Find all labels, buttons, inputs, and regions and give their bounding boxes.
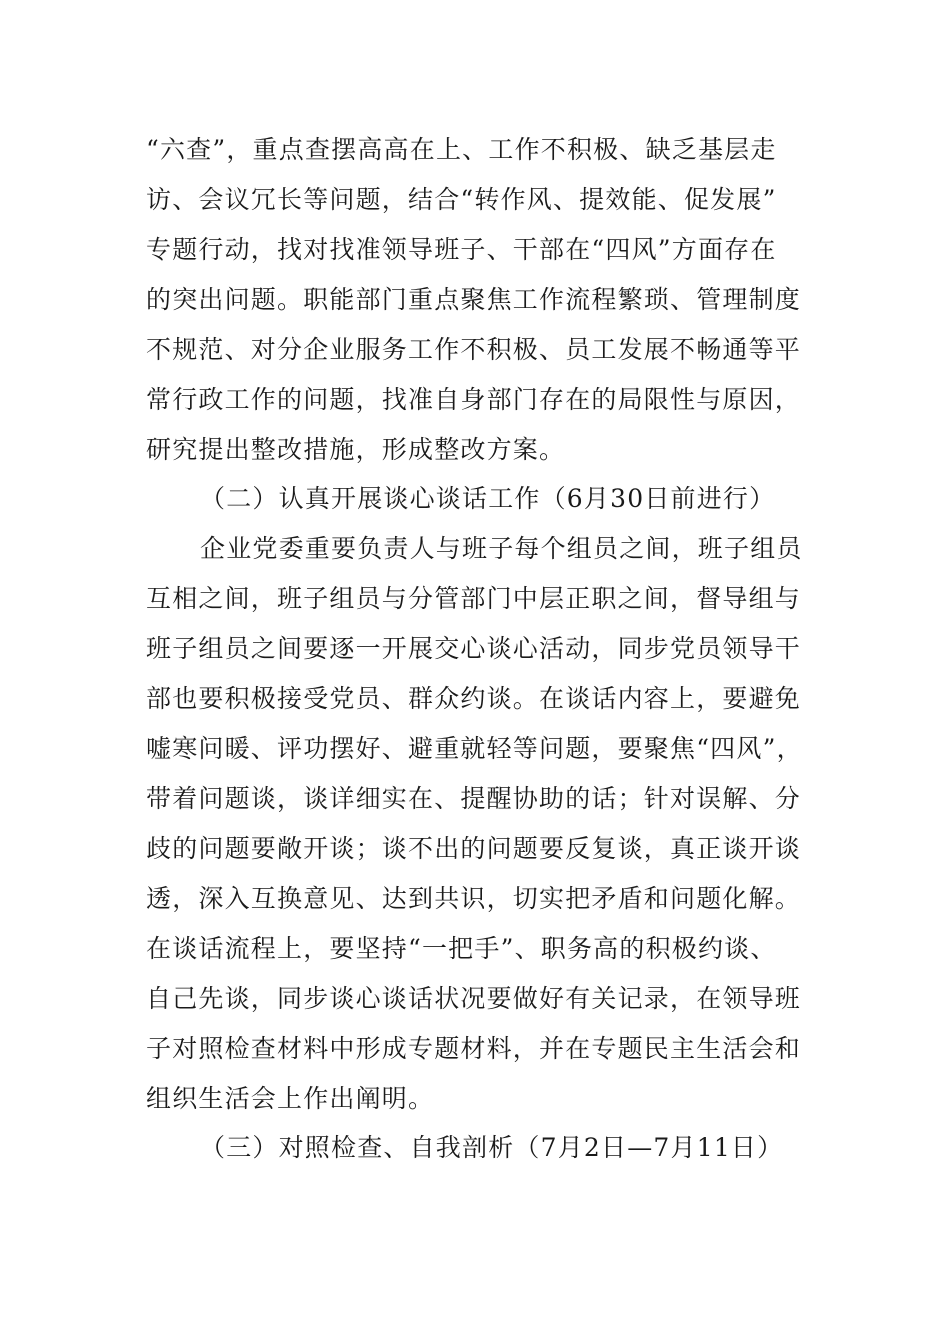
paragraph-line: 在谈话流程上，要坚持“一把手”、职务高的积极约谈、 xyxy=(146,934,777,963)
paragraph-line: 子对照检查材料中形成专题材料，并在专题民主生活会和 xyxy=(146,1034,802,1063)
paragraph-line: 的突出问题。职能部门重点聚焦工作流程繁琐、管理制度 xyxy=(146,285,802,314)
paragraph-line: 常行政工作的问题，找准自身部门存在的局限性与原因， xyxy=(146,385,802,414)
paragraph-line: 嘘寒问暖、评功摆好、避重就轻等问题，要聚焦“四风”， xyxy=(146,734,803,763)
paragraph-line: 专题行动，找对找准领导班子、干部在“四风”方面存在 xyxy=(146,235,777,264)
paragraph-line: 透，深入互换意见、达到共识，切实把矛盾和问题化解。 xyxy=(146,884,802,913)
section-heading: （二）认真开展谈心谈话工作（6月30日前进行） xyxy=(200,484,776,513)
paragraph-line: 访、会议冗长等问题，结合“转作风、提效能、促发展” xyxy=(146,185,777,214)
paragraph-line: “六查”，重点查摆高高在上、工作不积极、缺乏基层走 xyxy=(146,135,777,164)
paragraph-line: 自己先谈，同步谈心谈话状况要做好有关记录，在领导班 xyxy=(146,984,802,1013)
paragraph-line: 互相之间，班子组员与分管部门中层正职之间，督导组与 xyxy=(146,584,802,613)
paragraph-line: 不规范、对分企业服务工作不积极、员工发展不畅通等平 xyxy=(146,335,802,364)
paragraph-line: 班子组员之间要逐一开展交心谈心活动，同步党员领导干 xyxy=(146,634,802,663)
section-heading: （三）对照检查、自我剖析（7月2日—7月11日） xyxy=(200,1133,784,1162)
paragraph-line: 部也要积极接受党员、群众约谈。在谈话内容上，要避免 xyxy=(146,684,802,713)
paragraph-line: 研究提出整改措施，形成整改方案。 xyxy=(146,435,566,464)
paragraph-line: 歧的问题要敞开谈；谈不出的问题要反复谈，真正谈开谈 xyxy=(146,834,802,863)
paragraph-line: 组织生活会上作出阐明。 xyxy=(146,1084,435,1113)
paragraph-line: 带着问题谈，谈详细实在、提醒协助的话；针对误解、分 xyxy=(146,784,802,813)
paragraph-line: 企业党委重要负责人与班子每个组员之间，班子组员 xyxy=(200,534,803,563)
